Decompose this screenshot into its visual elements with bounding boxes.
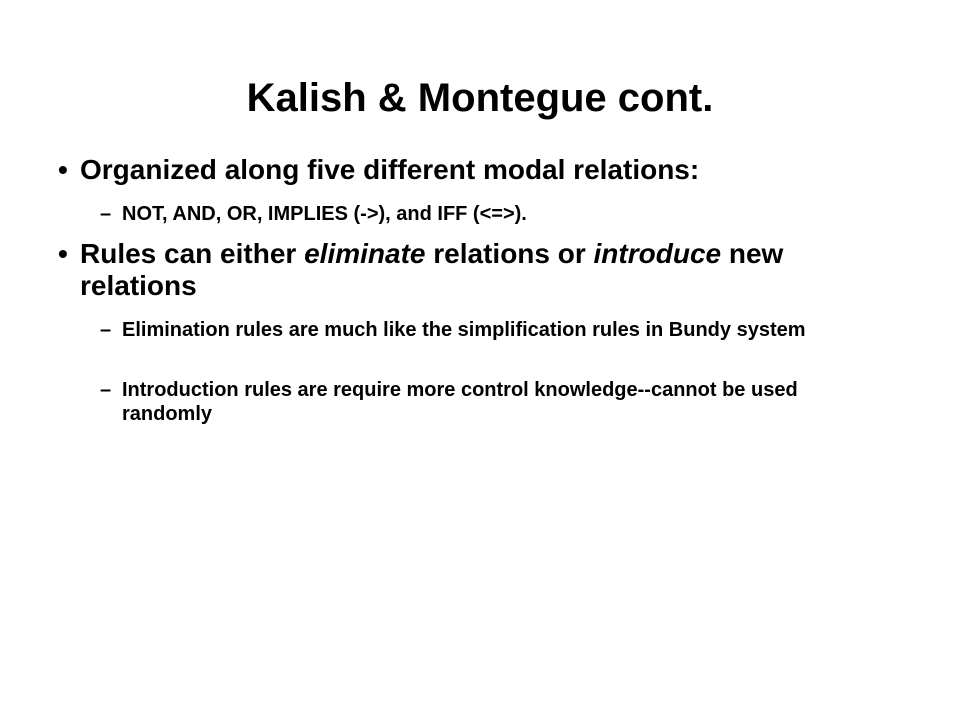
bullet-marker: • <box>58 238 68 269</box>
sub-bullet-text: Introduction rules are require more control knowledge--cannot be used randomly <box>122 379 798 425</box>
emphasis-eliminate: eliminate <box>304 238 426 269</box>
bullet-item <box>58 154 898 186</box>
sub-bullet-item <box>100 378 890 426</box>
bullet-text-part: new relations <box>80 238 784 301</box>
sub-bullet-text: NOT, AND, OR, IMPLIES (->), and IFF (<=>). <box>122 203 527 225</box>
sub-bullet-text: Elimination rules are much like the simplification rules in Bundy system <box>122 319 806 341</box>
bullet-text-part: Rules can either <box>80 238 305 269</box>
bullet-item <box>58 238 898 302</box>
bullet-text <box>80 238 898 302</box>
sub-bullet-item <box>100 318 890 342</box>
bullet-marker: • <box>58 154 68 185</box>
sub-bullet-marker: – <box>100 319 112 341</box>
emphasis-introduce: introduce <box>593 238 722 269</box>
sub-bullet-item <box>100 202 890 226</box>
sub-bullet-marker: – <box>100 203 112 225</box>
slide-title: Kalish & Montegue cont. <box>246 76 714 120</box>
bullet-text: Organized along five different modal relations: <box>80 154 700 185</box>
bullet-text-part: relations or <box>425 238 594 269</box>
sub-bullet-marker: – <box>100 379 112 401</box>
